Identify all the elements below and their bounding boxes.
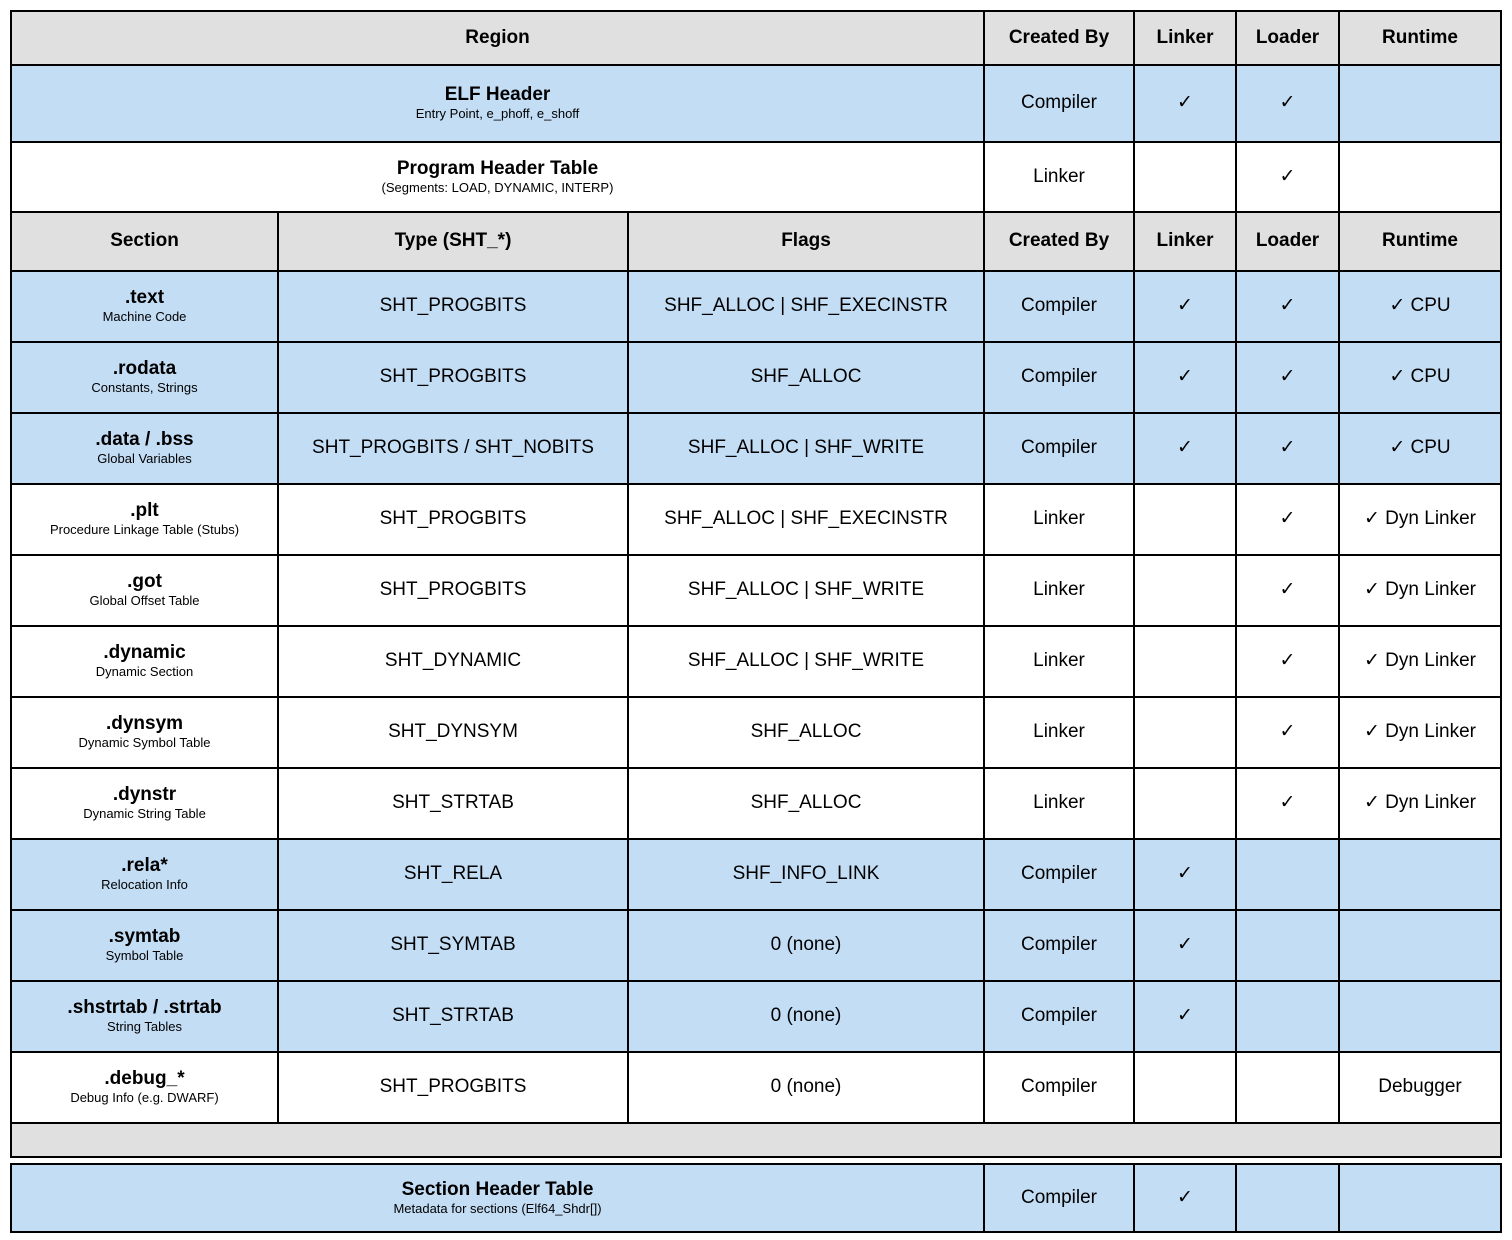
linker-check-cell [1135,143,1235,211]
loader-check-cell [1237,840,1338,909]
runtime-cell: ✓ Dyn Linker [1340,698,1500,767]
section-name: .text [124,287,165,309]
linker-check-cell [1135,698,1235,767]
section-flags-cell: SHF_ALLOC | SHF_EXECINSTR [629,272,983,341]
created-by-cell: Compiler [985,911,1133,980]
section-type-cell: SHT_PROGBITS [279,343,627,412]
runtime-cell [1340,66,1500,141]
created-by-cell: Linker [985,769,1133,838]
linker-check-cell [1135,556,1235,625]
section-name-cell [12,769,277,838]
loader-check-cell: ✓ [1237,627,1338,696]
region-title: ELF Header [444,84,551,106]
section-description: Procedure Linkage Table (Stubs) [49,522,240,538]
section-flags-cell: 0 (none) [629,911,983,980]
section-name: .dynstr [112,784,177,806]
loader-check-cell: ✓ [1237,343,1338,412]
section-flags-cell: 0 (none) [629,982,983,1051]
section-name-cell [12,343,277,412]
loader-check-cell: ✓ [1237,769,1338,838]
section-type-cell: SHT_SYMTAB [279,911,627,980]
region-cell-elf-header [12,66,983,141]
loader-check-cell: ✓ [1237,66,1338,141]
created-by-cell: Linker [985,143,1133,211]
section-name: .rodata [112,358,177,380]
linker-check-cell: ✓ [1135,911,1235,980]
created-by-cell: Compiler [985,343,1133,412]
section-name-cell [12,627,277,696]
loader-check-cell [1237,911,1338,980]
region-cell-section-header-table [12,1165,983,1231]
created-by-cell: Compiler [985,840,1133,909]
section-type-cell: SHT_DYNSYM [279,698,627,767]
section-type-cell: SHT_DYNAMIC [279,627,627,696]
section-name-cell [12,1053,277,1122]
section-flags-cell: SHF_INFO_LINK [629,840,983,909]
created-by-column-header: Created By [985,12,1133,64]
section-type-cell: SHT_STRTAB [279,982,627,1051]
loader-check-cell: ✓ [1237,143,1338,211]
section-description: Debug Info (e.g. DWARF) [70,1090,219,1106]
elf-regions-and-sections-table [10,10,1502,1158]
loader-column-header: Loader [1237,12,1338,64]
section-header-table-row [10,1163,1502,1233]
spacer-band [12,1124,1500,1156]
section-type-cell: SHT_STRTAB [279,769,627,838]
loader-check-cell [1237,1165,1338,1231]
runtime-cell [1340,911,1500,980]
section-name: .rela* [121,855,168,877]
section-name-cell [12,911,277,980]
runtime-column-header: Runtime [1340,213,1500,270]
section-type-cell: SHT_PROGBITS [279,485,627,554]
runtime-cell: ✓ CPU [1340,414,1500,483]
section-flags-cell: SHF_ALLOC [629,698,983,767]
section-description: String Tables [107,1019,182,1035]
section-flags-cell: SHF_ALLOC [629,769,983,838]
created-by-cell: Compiler [985,982,1133,1051]
runtime-column-header: Runtime [1340,12,1500,64]
section-description: Relocation Info [101,877,188,893]
section-name-cell [12,556,277,625]
section-description: Constants, Strings [91,380,198,396]
section-flags-cell: SHF_ALLOC | SHF_WRITE [629,414,983,483]
region-title: Program Header Table [396,157,599,179]
loader-column-header: Loader [1237,213,1338,270]
section-description: Symbol Table [105,948,184,964]
section-type-cell: SHT_PROGBITS [279,272,627,341]
created-by-cell: Linker [985,698,1133,767]
created-by-cell: Compiler [985,1165,1133,1231]
runtime-cell [1340,840,1500,909]
section-name: .got [127,571,162,593]
section-name-cell [12,698,277,767]
section-name: .debug_* [104,1068,185,1090]
linker-check-cell [1135,485,1235,554]
linker-check-cell: ✓ [1135,982,1235,1051]
section-name: .data / .bss [95,429,194,451]
section-name: .shstrtab / .strtab [67,997,222,1019]
section-type-cell: SHT_PROGBITS [279,556,627,625]
linker-check-cell: ✓ [1135,1165,1235,1231]
linker-check-cell: ✓ [1135,840,1235,909]
runtime-cell: ✓ Dyn Linker [1340,627,1500,696]
section-flags-cell: SHF_ALLOC | SHF_WRITE [629,627,983,696]
runtime-cell [1340,143,1500,211]
region-cell-program-header-table [12,143,983,211]
section-type-cell: SHT_RELA [279,840,627,909]
section-name-cell [12,414,277,483]
created-by-cell: Compiler [985,1053,1133,1122]
section-name: .dynamic [103,642,186,664]
section-flags-cell: SHF_ALLOC | SHF_EXECINSTR [629,485,983,554]
created-by-cell: Linker [985,627,1133,696]
section-description: Global Offset Table [89,593,200,609]
section-type-cell: SHT_PROGBITS [279,1053,627,1122]
created-by-cell: Compiler [985,414,1133,483]
loader-check-cell: ✓ [1237,485,1338,554]
section-description: Dynamic Symbol Table [78,735,211,751]
type-column-header: Type (SHT_*) [279,213,627,270]
section-type-cell: SHT_PROGBITS / SHT_NOBITS [279,414,627,483]
runtime-cell: Debugger [1340,1053,1500,1122]
section-column-header: Section [12,213,277,270]
runtime-cell: ✓ CPU [1340,272,1500,341]
loader-check-cell: ✓ [1237,414,1338,483]
section-name: .symtab [108,926,181,948]
runtime-cell: ✓ Dyn Linker [1340,769,1500,838]
linker-check-cell: ✓ [1135,343,1235,412]
linker-check-cell [1135,769,1235,838]
created-by-cell: Linker [985,556,1133,625]
section-description: Dynamic String Table [83,806,206,822]
loader-check-cell: ✓ [1237,698,1338,767]
section-description: Global Variables [97,451,192,467]
section-description: Dynamic Section [95,664,194,680]
runtime-cell: ✓ CPU [1340,343,1500,412]
runtime-cell [1340,1165,1500,1231]
region-title: Section Header Table [401,1178,594,1200]
section-flags-cell: SHF_ALLOC | SHF_WRITE [629,556,983,625]
linker-column-header: Linker [1135,12,1235,64]
section-flags-cell: 0 (none) [629,1053,983,1122]
loader-check-cell [1237,1053,1338,1122]
linker-check-cell: ✓ [1135,66,1235,141]
loader-check-cell [1237,982,1338,1051]
loader-check-cell: ✓ [1237,556,1338,625]
section-name-cell [12,485,277,554]
created-by-cell: Compiler [985,272,1133,341]
section-description: Machine Code [102,309,187,325]
section-flags-cell: SHF_ALLOC [629,343,983,412]
linker-check-cell: ✓ [1135,414,1235,483]
region-subtitle: (Segments: LOAD, DYNAMIC, INTERP) [381,179,614,195]
region-subtitle: Entry Point, e_phoff, e_shoff [415,106,580,122]
region-column-header: Region [12,12,983,64]
loader-check-cell: ✓ [1237,272,1338,341]
region-subtitle: Metadata for sections (Elf64_Shdr[]) [393,1200,602,1216]
runtime-cell [1340,982,1500,1051]
linker-column-header: Linker [1135,213,1235,270]
linker-check-cell: ✓ [1135,272,1235,341]
section-name: .plt [130,500,159,522]
flags-column-header: Flags [629,213,983,270]
linker-check-cell [1135,627,1235,696]
runtime-cell: ✓ Dyn Linker [1340,556,1500,625]
section-name: .dynsym [105,713,184,735]
created-by-cell: Linker [985,485,1133,554]
section-name-cell [12,840,277,909]
runtime-cell: ✓ Dyn Linker [1340,485,1500,554]
linker-check-cell [1135,1053,1235,1122]
created-by-column-header: Created By [985,213,1133,270]
created-by-cell: Compiler [985,66,1133,141]
section-name-cell [12,982,277,1051]
section-name-cell [12,272,277,341]
